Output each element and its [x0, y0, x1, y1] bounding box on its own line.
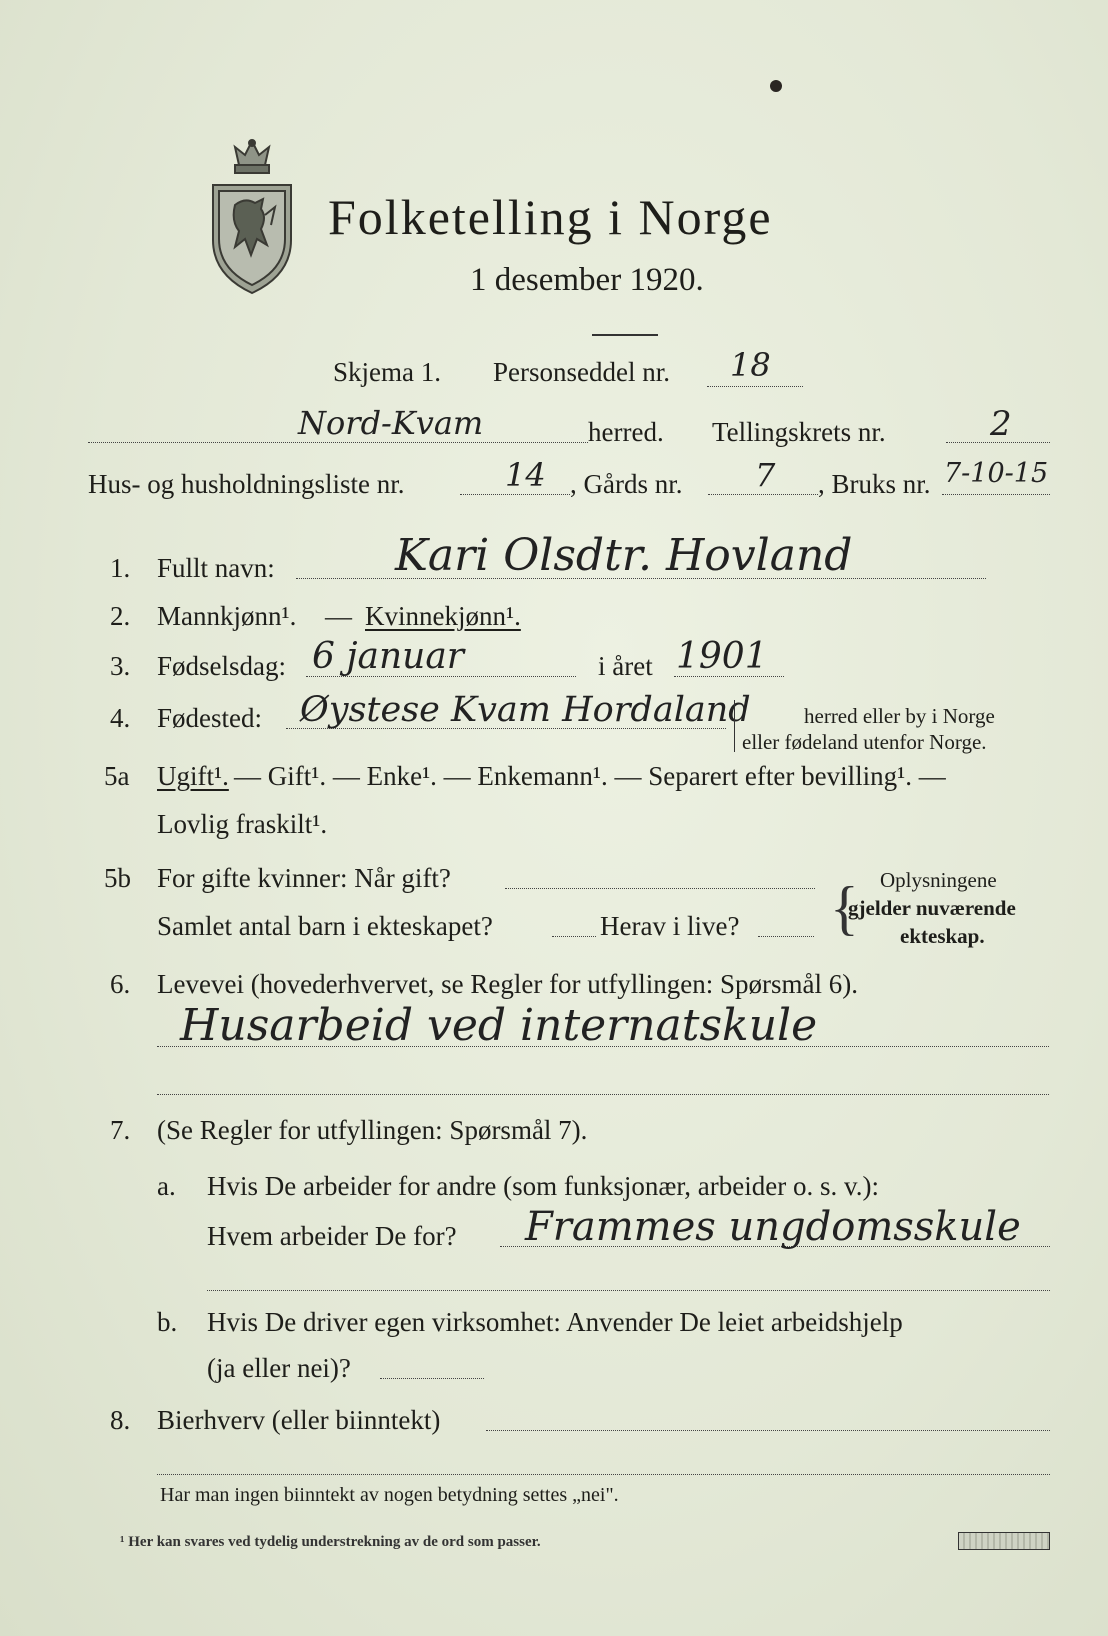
q5b-barn-label: Samlet antal barn i ekteskapet? — [157, 911, 493, 941]
employer-value[interactable]: Frammes ungdomsskule — [525, 1204, 1021, 1250]
q7a-number: a. — [157, 1171, 176, 1201]
q6-label: Levevei (hovederhvervet, se Regler for utfyllingen: Spørsmål 6). — [157, 969, 859, 999]
occupation-value[interactable]: Husarbeid ved internatskule — [180, 1000, 818, 1051]
personseddel-label: Personseddel nr. — [493, 357, 670, 387]
q7-label: (Se Regler for utfyllingen: Spørsmål 7). — [157, 1115, 588, 1145]
gender-female-option[interactable]: Kvinnekjønn¹. — [365, 601, 521, 631]
q8-line-2 — [157, 1474, 1050, 1475]
q6-line-2 — [157, 1094, 1049, 1095]
q5b-label: For gifte kvinner: Når gift? — [157, 863, 451, 893]
q6-line-1 — [157, 1046, 1049, 1047]
status-other-options[interactable]: — Gift¹. — Enke¹. — Enkemann¹. — Separert efter bevilling¹. — — [234, 761, 946, 791]
q5a-number: 5a — [104, 761, 130, 791]
q5b-note-1: Oplysningene — [880, 868, 997, 892]
ink-spot — [770, 80, 782, 92]
bruks-line — [942, 494, 1050, 495]
bruks-label: , Bruks nr. — [818, 469, 931, 499]
q4-note-1: herred eller by i Norge — [804, 704, 995, 728]
q5b-number: 5b — [104, 863, 131, 893]
q7a-label-2: Hvem arbeider De for? — [207, 1221, 457, 1251]
q7b-line — [380, 1378, 484, 1379]
q7a-label: Hvis De arbeider for andre (som funksjonær, arbeider o. s. v.): — [207, 1171, 879, 1201]
status-lovlig-fraskilt-option[interactable]: Lovlig fraskilt¹. — [157, 809, 328, 839]
q8-number: 8. — [110, 1405, 131, 1435]
printer-stamp — [958, 1532, 1050, 1550]
q8-line — [486, 1430, 1050, 1431]
q7a-line-2 — [207, 1290, 1050, 1291]
q4-label: Fødested: — [157, 703, 262, 733]
herred-value[interactable]: Nord-Kvam — [298, 404, 484, 442]
husliste-line — [460, 494, 570, 495]
bleed-through-text — [430, 92, 434, 112]
full-name-value[interactable]: Kari Olsdtr. Hovland — [395, 530, 853, 581]
q4-bracket — [734, 700, 735, 752]
husliste-label: Hus- og husholdningsliste nr. — [88, 469, 405, 499]
q3-year-label: i året — [598, 651, 653, 681]
q5b-note-3: ekteskap. — [900, 924, 985, 948]
q5b-note-2: gjelder nuværende — [848, 896, 1016, 920]
title-divider — [592, 334, 658, 336]
q5b-brace: { — [830, 875, 859, 941]
husliste-value[interactable]: 14 — [505, 456, 546, 494]
birthday-value[interactable]: 6 januar — [312, 636, 465, 677]
status-ugift-option[interactable]: Ugift¹. — [157, 761, 229, 791]
tellingskrets-value[interactable]: 2 — [990, 404, 1012, 444]
q8-label: Bierhverv (eller biinntekt) — [157, 1405, 441, 1435]
q7-number: 7. — [110, 1115, 131, 1145]
norwegian-coat-of-arms-icon — [205, 135, 300, 295]
q4-number: 4. — [110, 703, 131, 733]
q2-number: 2. — [110, 601, 131, 631]
q7b-number: b. — [157, 1307, 178, 1337]
q4-note-2: eller fødeland utenfor Norge. — [742, 730, 987, 754]
q3-number: 3. — [110, 651, 131, 681]
q2-dash: — — [325, 601, 352, 631]
q5b-married-line — [505, 888, 815, 889]
q6-number: 6. — [110, 969, 131, 999]
tellingskrets-label: Tellingskrets nr. — [712, 417, 886, 447]
personseddel-value[interactable]: 18 — [730, 346, 771, 384]
personseddel-line — [707, 386, 803, 387]
gender-male-option[interactable]: Mannkjønn¹. — [157, 601, 297, 631]
form-title: Folketelling i Norge — [328, 189, 773, 245]
q5b-live-label: Herav i live? — [600, 911, 740, 941]
birthplace-value[interactable]: Øystese Kvam Hordaland — [300, 690, 751, 730]
gards-line — [708, 494, 818, 495]
q1-label: Fullt navn: — [157, 553, 275, 583]
footnote: ¹ Her kan svares ved tydelig understrekning av de ord som passer. — [120, 1534, 541, 1550]
q5b-barn-line — [552, 936, 596, 937]
q5b-live-line — [758, 936, 814, 937]
q7b-label: Hvis De driver egen virksomhet: Anvender De leiet arbeidshjelp — [207, 1307, 903, 1337]
form-date: 1 desember 1920. — [470, 262, 704, 298]
q3-label: Fødselsdag: — [157, 651, 287, 681]
gards-label: , Gårds nr. — [570, 469, 683, 499]
herred-label: herred. — [588, 417, 664, 447]
herred-line — [88, 442, 588, 443]
gards-value[interactable]: 7 — [755, 456, 776, 494]
birth-year-value[interactable]: 1901 — [676, 636, 768, 677]
skjema-label: Skjema 1. — [333, 357, 441, 387]
q7b-label-2: (ja eller nei)? — [207, 1353, 351, 1383]
q1-number: 1. — [110, 553, 131, 583]
footer-note: Har man ingen biinntekt av nogen betydning settes „nei". — [160, 1484, 619, 1506]
bruks-value[interactable]: 7-10-15 — [944, 458, 1049, 489]
